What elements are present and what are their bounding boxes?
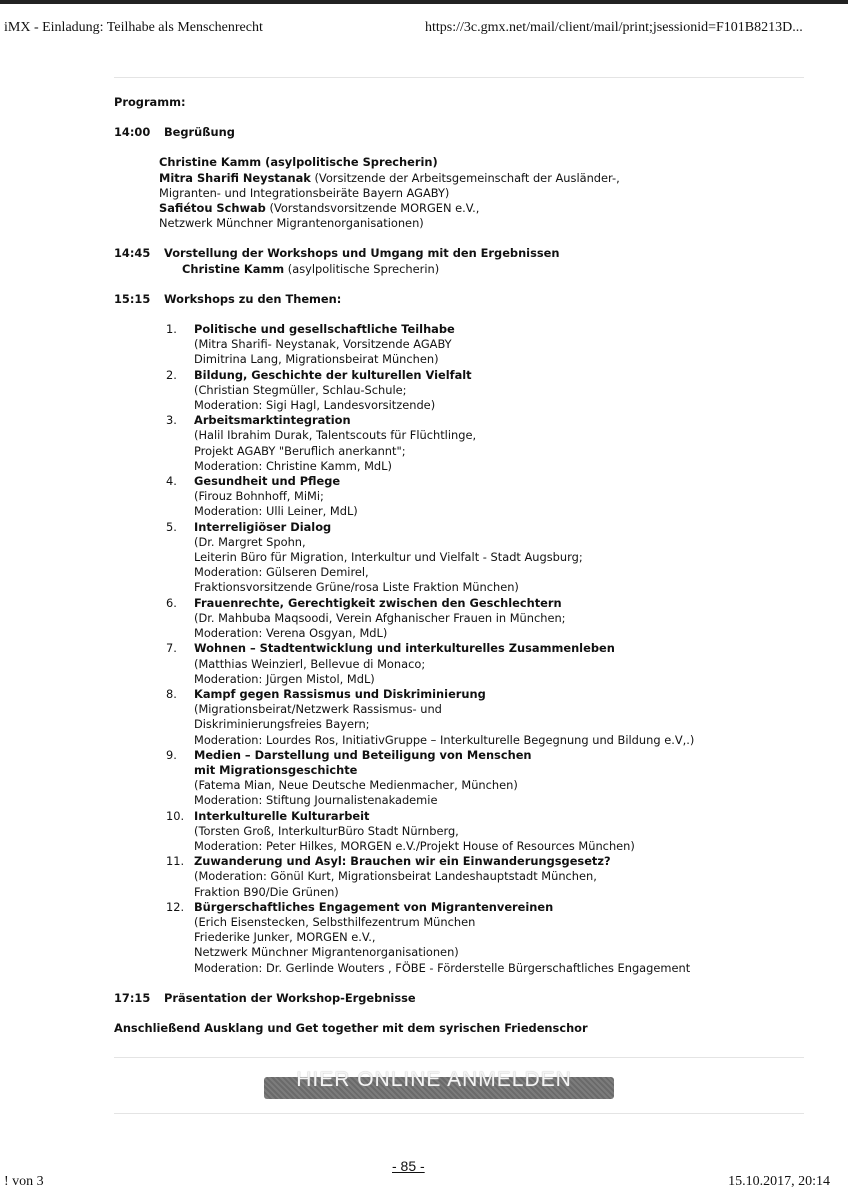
workshop-detail: Dimitrina Lang, Migrationsbeirat München) — [194, 352, 439, 367]
workshop-item — [166, 900, 814, 976]
program-heading: Programm: — [114, 95, 186, 109]
workshop-title: Politische und gesellschaftliche Teilhabe — [194, 322, 455, 337]
workshop-detail: (Christian Stegmüller, Schlau-Schule; — [194, 382, 407, 397]
speaker — [182, 262, 814, 277]
speaker-list — [159, 155, 814, 231]
workshop-detail: (Moderation: Gönül Kurt, Migrationsbeirat Landeshauptstadt München, — [194, 869, 597, 884]
workshop-item — [166, 520, 814, 596]
speaker-role: (asylpolitische Sprecherin) — [284, 261, 440, 276]
workshop-number: 5. — [166, 519, 177, 534]
workshop-item — [166, 368, 814, 414]
workshop-title: Bildung, Geschichte der kulturellen Vielfalt — [194, 367, 472, 382]
workshop-detail: (Dr. Margret Spohn, — [194, 534, 306, 549]
workshop-body — [194, 596, 814, 642]
page-number: - 85 - — [392, 1158, 425, 1174]
register-button[interactable] — [264, 1068, 614, 1104]
workshop-number: 6. — [166, 595, 177, 610]
workshop-item — [166, 322, 814, 368]
workshop-body — [194, 474, 814, 520]
workshop-number: 1. — [166, 322, 177, 337]
workshop-title: Bürgerschaftliches Engagement von Migrantenvereinen — [194, 899, 554, 914]
workshop-detail: (Migrationsbeirat/Netzwerk Rassismus- und — [194, 702, 442, 717]
workshop-detail: (Mitra Sharifi- Neystanak, Vorsitzende AGABY — [194, 337, 452, 352]
print-page-url: https://3c.gmx.net/mail/client/mail/print;jsessionid=F101B8213D... — [425, 20, 803, 35]
workshop-body — [194, 809, 814, 855]
session-time: 14:00 — [114, 125, 151, 140]
workshop-detail: Moderation: Peter Hilkes, MORGEN e.V./Projekt House of Resources München) — [194, 838, 635, 853]
workshop-detail: (Erich Eisenstecken, Selbsthilfezentrum München — [194, 914, 476, 929]
workshop-detail: Moderation: Christine Kamm, MdL) — [194, 458, 392, 473]
workshop-number: 7. — [166, 641, 177, 656]
divider-button-bottom — [114, 1113, 804, 1114]
workshop-body — [194, 641, 814, 687]
workshop-detail: Moderation: Jürgen Mistol, MdL) — [194, 671, 375, 686]
workshop-detail: (Fatema Mian, Neue Deutsche Medienmacher, München) — [194, 778, 518, 793]
workshop-detail: (Torsten Groß, InterkulturBüro Stadt Nürnberg, — [194, 823, 459, 838]
page-count: ! von 3 — [4, 1174, 44, 1189]
program-content — [114, 95, 814, 1036]
session-time: 14:45 — [114, 246, 151, 261]
workshop-detail: (Halil Ibrahim Durak, Talentscouts für Flüchtlinge, — [194, 428, 477, 443]
print-datetime: 15.10.2017, 20:14 — [728, 1174, 830, 1189]
workshop-detail: Moderation: Stiftung Journalistenakademie — [194, 793, 438, 808]
workshop-detail: Moderation: Lourdes Ros, InitiativGruppe – Interkulturelle Begegnung und Bildung e.V,.) — [194, 732, 695, 747]
workshop-body — [194, 520, 814, 596]
session-1715 — [114, 991, 814, 1006]
workshop-item — [166, 854, 814, 900]
speaker-name: Mitra Sharifi Neystanak — [159, 170, 311, 185]
workshop-item — [166, 641, 814, 687]
speaker-role-cont: Netzwerk Münchner Migrantenorganisationen) — [159, 216, 424, 231]
scan-top-border — [0, 0, 848, 4]
workshop-title: Gesundheit und Pflege — [194, 474, 341, 489]
workshop-list — [166, 322, 814, 976]
workshop-detail: Netzwerk Münchner Migrantenorganisationen) — [194, 945, 459, 960]
session-1400 — [114, 125, 814, 231]
session-time: 15:15 — [114, 291, 151, 306]
workshop-body — [194, 748, 814, 809]
session-1445 — [114, 246, 814, 276]
workshop-detail: Fraktion B90/Die Grünen) — [194, 884, 339, 899]
workshop-item — [166, 596, 814, 642]
workshop-detail: Leiterin Büro für Migration, Interkultur und Vielfalt - Stadt Augsburg; — [194, 550, 583, 565]
workshop-title: Zuwanderung und Asyl: Brauchen wir ein Einwanderungsgesetz? — [194, 854, 611, 869]
workshop-number: 11. — [166, 854, 185, 869]
workshop-body — [194, 854, 814, 900]
workshop-detail: (Matthias Weinzierl, Bellevue di Monaco; — [194, 656, 426, 671]
speaker-role-cont: Migranten- und Integrationsbeiräte Bayern AGABY) — [159, 185, 450, 200]
workshop-detail: Projekt AGABY "Beruflich anerkannt"; — [194, 443, 406, 458]
workshop-detail: (Dr. Mahbuba Maqsoodi, Verein Afghanischer Frauen in München; — [194, 610, 566, 625]
workshop-detail: Moderation: Sigi Hagl, Landesvorsitzende) — [194, 398, 436, 413]
workshop-detail: Moderation: Verena Osgyan, MdL) — [194, 626, 388, 641]
print-page-title: iMX - Einladung: Teilhabe als Menschenrecht — [4, 20, 263, 35]
workshop-detail: Moderation: Gülseren Demirel, — [194, 565, 369, 580]
workshop-number: 8. — [166, 686, 177, 701]
workshop-title: Frauenrechte, Gerechtigkeit zwischen den Geschlechtern — [194, 595, 562, 610]
session-title: Präsentation der Workshop-Ergebnisse — [164, 990, 416, 1005]
workshop-title: Wohnen – Stadtentwicklung und interkulturelles Zusammenleben — [194, 641, 615, 656]
workshop-number: 2. — [166, 367, 177, 382]
speaker-name: Safiétou Schwab — [159, 201, 266, 216]
workshop-number: 10. — [166, 808, 185, 823]
workshop-title: Arbeitsmarktintegration — [194, 413, 351, 428]
workshop-body — [194, 322, 814, 368]
workshop-body — [194, 900, 814, 976]
workshop-detail: Moderation: Ulli Leiner, MdL) — [194, 504, 358, 519]
workshop-title: Kampf gegen Rassismus und Diskriminierung — [194, 686, 486, 701]
speaker — [159, 171, 814, 186]
session-title: Workshops zu den Themen: — [164, 291, 342, 306]
workshop-detail: Moderation: Dr. Gerlinde Wouters , FÖBE - Förderstelle Bürgerschaftliches Engagement — [194, 960, 691, 975]
workshop-title-cont: mit Migrationsgeschichte — [194, 762, 358, 777]
workshop-title: Interreligiöser Dialog — [194, 519, 332, 534]
workshop-title: Medien – Darstellung und Beteiligung von Menschen — [194, 747, 532, 762]
session-1515 — [114, 292, 814, 976]
workshop-number: 12. — [166, 899, 185, 914]
workshop-number: 9. — [166, 747, 177, 762]
speaker-role: (Vorstandsvorsitzende MORGEN e.V., — [265, 201, 480, 216]
workshop-body — [194, 687, 814, 748]
session-time: 17:15 — [114, 990, 151, 1005]
register-button-label[interactable]: HIER ONLINE ANMELDEN — [296, 1068, 572, 1091]
workshop-item — [166, 687, 814, 748]
workshop-body — [194, 368, 814, 414]
speaker-name: Christine Kamm — [182, 261, 285, 276]
workshop-item — [166, 413, 814, 474]
closing-note: Anschließend Ausklang und Get together mit dem syrischen Friedenschor — [114, 1020, 588, 1035]
workshop-number: 3. — [166, 413, 177, 428]
divider-top — [114, 77, 804, 78]
session-title: Begrüßung — [164, 125, 235, 140]
session-title: Vorstellung der Workshops und Umgang mit den Ergebnissen — [164, 246, 560, 261]
workshop-detail: Friederike Junker, MORGEN e.V., — [194, 930, 376, 945]
speaker-role: (Vorsitzende der Arbeitsgemeinschaft der Ausländer-, — [310, 170, 620, 185]
speaker — [159, 201, 814, 216]
workshop-title: Interkulturelle Kulturarbeit — [194, 808, 370, 823]
workshop-item — [166, 748, 814, 809]
workshop-detail: Diskriminierungsfreies Bayern; — [194, 717, 370, 732]
workshop-item — [166, 474, 814, 520]
workshop-body — [194, 413, 814, 474]
workshop-item — [166, 809, 814, 855]
workshop-detail: (Firouz Bohnhoff, MiMi; — [194, 489, 324, 504]
speaker: Christine Kamm (asylpolitische Sprecherin) — [159, 155, 438, 170]
divider-button-top — [114, 1057, 804, 1058]
workshop-detail: Fraktionsvorsitzende Grüne/rosa Liste Fraktion München) — [194, 580, 519, 595]
workshop-number: 4. — [166, 474, 177, 489]
